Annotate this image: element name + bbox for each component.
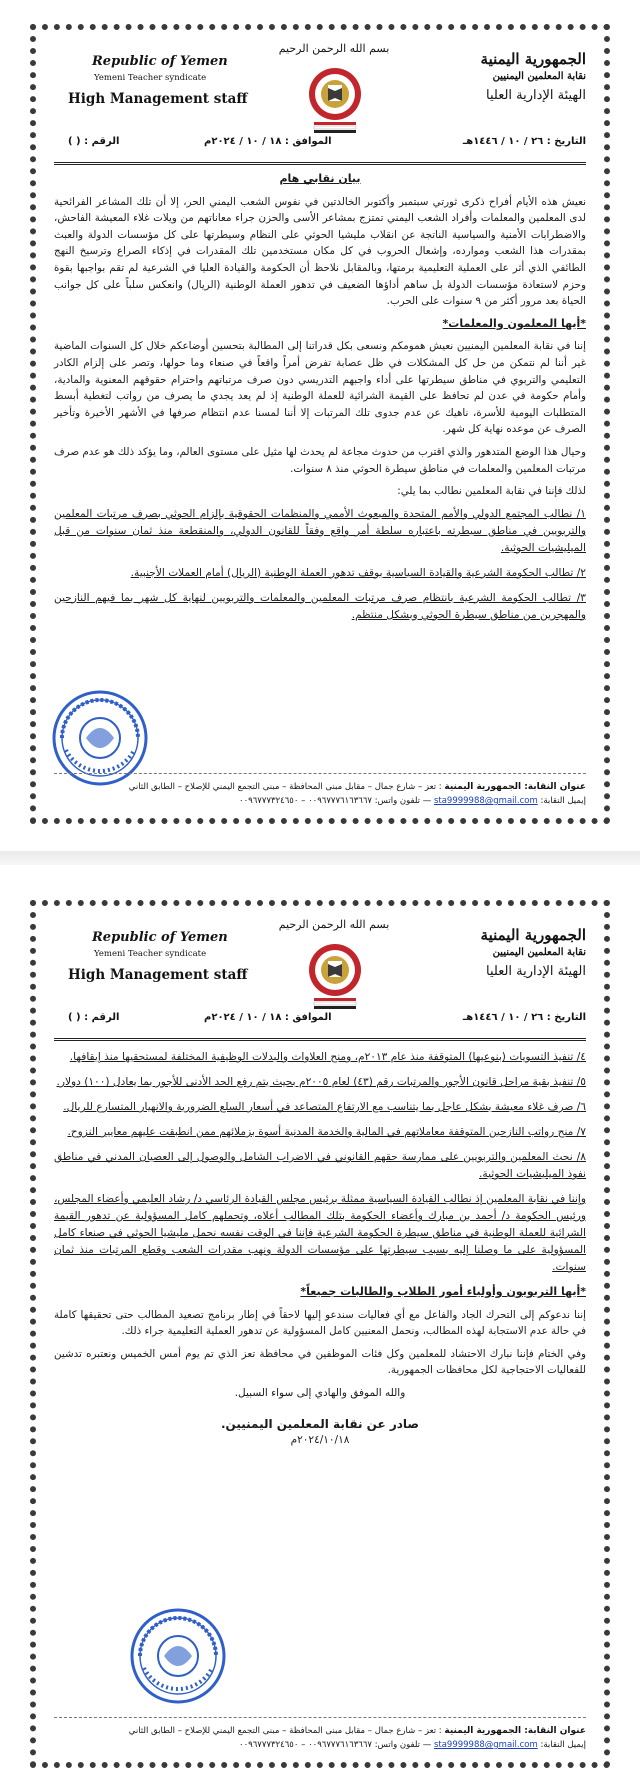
header-union-ar: نقابة المعلمين اليمنيين: [492, 947, 586, 958]
english-header: [68, 54, 268, 107]
arabic-header: [411, 50, 586, 103]
header-board-en: High Management staff: [68, 91, 248, 107]
footer-phone-label: تلفون واتس:: [374, 796, 421, 806]
blessing-line: والله الموفق والهادي إلى سواء السبيل.: [234, 1386, 406, 1399]
header-country-en: Republic of Yemen: [92, 930, 228, 945]
demand-item: ٧/ منح رواتب النازحين المتوقفة معاملاتهم في المالية والخدمة المدنية أسوة بزملائهم ممن انطبقت عليهم معايير النزوح.: [67, 1126, 586, 1138]
letterhead: [54, 42, 586, 148]
date-gregorian: الموافق : ١٨ / ١٠ / ٢٠٢٤م: [204, 136, 332, 147]
header-country-en: Republic of Yemen: [92, 54, 228, 69]
header-country-ar: الجمهورية اليمنية: [480, 50, 586, 68]
issued-date: ٢٠٢٤/١٠/١٨م: [290, 1434, 350, 1447]
demand-item: ٢/ تطالب الحكومة الشرعية والقيادة السياسية بوقف تدهور العملة الوطنية (الريال) أمام العملات الأجنبية.: [130, 566, 586, 579]
demands-intro: لذلك فإننا في نقابة المعلمين نطالب بما يلي:: [397, 485, 586, 498]
statement-title: بيان نقابي هام: [279, 172, 361, 185]
footer-address: تعز – شارع جمال – مقابل مبنى المحافظة – مبنى التجمع اليمني للإصلاح – الطابق الثاني: [128, 1726, 437, 1736]
footer-email-label: إيميل النقابة:: [540, 796, 586, 806]
date-hijri: التاريخ : ٢٦ / ١٠ / ١٤٤٦هـ: [462, 1012, 586, 1023]
header-rule: [54, 162, 586, 165]
header-board-ar: الهيئة الإدارية العليا: [486, 88, 586, 103]
footer-email-link[interactable]: sta9999988@gmail.com: [433, 796, 538, 806]
letter-page-2: [30, 900, 610, 1768]
signature-block: [54, 1385, 586, 1449]
footer-contact-row: إيميل النقابة: sta9999988@gmail.com — تلفون واتس: ٠٠٩٦٧٧٧٦١٦٣٦٦٧ – ٠٠٩٦٧٧٧٣٢٤٦٥٠: [239, 1740, 586, 1750]
footer-address: تعز – شارع جمال – مقابل مبنى المحافظة – مبنى التجمع اليمني للإصلاح – الطابق الثاني: [128, 782, 437, 792]
demand-item: ٤/ تنفيذ التسويات (بنوعيها) المتوقفة منذ عام ٢٠١٣م، ومنح العلاوات والبدلات الوظيفية المختلفة لمستحقيها منذ إيقافها.: [69, 1051, 586, 1063]
parents-paragraph: إننا ندعوكم إلى التحرك الجاد والفاعل مع أي فعاليات سندعو إليها لاحقاً في إطار برنامج تصعيد المطالب حتى تحقيقها كاملة في حالة عدم الاستجابة لهذه المطالب، ونحمل المعنيين كامل المسؤولية عن تدهور العملية التعليمية جراء ذلك.: [54, 1308, 586, 1338]
union-logo: [306, 934, 364, 1010]
teachers-paragraph: إننا في نقابة المعلمين اليمنيين نعيش همومكم ونسعى بكل قدراتنا إلى المطالبة بتحسين أوضاعكم خلال كل السنوات الماضية غير أننا لم نتمكن من حل كل المشكلات في ظل عصابة تفرض أمراً واقعاً في صنعاء وما حولها، وتصر على إلزام الكادر التعليمي والتربوي في مناطق سيطرتها على أداء واجبهم التدريسي دون صرف مرتباتهم واحترام حقوقهم المعنوية والمادية، وأمام حكومة في عدن لم تحافظ على القيمة الشرائية للعملة الوطنية إذ لم يعد يجدي ما يصرف من رواتب لتغطية أبسط المتطلبات اليومية للأسرة، ناهيك عن عدم جدوى تلك المرتبات إلا أننا لمسنا عدم انتظام صرفها في الأشهر الأخيرة وتأخير الصرف عن موعده نهاية كل شهر.: [54, 340, 586, 436]
date-hijri: التاريخ : ٢٦ / ١٠ / ١٤٤٦هـ: [462, 136, 586, 147]
header-rule: [54, 1038, 586, 1041]
official-stamp: [128, 1606, 228, 1706]
header-union-ar: نقابة المعلمين اليمنيين: [492, 71, 586, 82]
letter-footer-1: [54, 773, 586, 808]
footer-address-label: عنوان النقابة: الجمهورية اليمنية: [444, 1726, 586, 1736]
header-board-ar: الهيئة الإدارية العليا: [486, 964, 586, 979]
reference-row: [54, 1012, 586, 1028]
letter-footer-2: [54, 1717, 586, 1752]
demand-item: ٦/ صرف غلاء معيشة بشكل عاجل بما يتناسب مع الارتفاع المتصاعد في أسعار السلع الضرورية والانهيار المتسارع للريال.: [63, 1101, 586, 1113]
teachers-heading: *أيها المعلمون والمعلمات*: [442, 316, 586, 330]
parents-heading: *أيها التربويون وأولياء أمور الطلاب والطالبات جميعاً*: [300, 1285, 586, 1298]
header-union-en: Yemeni Teacher syndicate: [94, 73, 207, 83]
demand-item: ١/ نطالب المجتمع الدولي والأمم المتحدة والمبعوث الأممي والمنظمات الحقوقية بإلزام الحوثي بصرف مرتبات المعلمين والتربويين في مناطق سيطرته باعتباره سلطة أمر واقع وفقاً للقانون الدولي، والمنقطعة منذ ثمان سنوات من قبل الميليشيات الحوثية.: [54, 507, 586, 554]
basmala: بسم الله الرحمن الرحيم: [278, 42, 390, 55]
basmala: بسم الله الرحمن الرحيم: [278, 918, 390, 931]
footer-address-label: عنوان النقابة: الجمهورية اليمنية: [444, 782, 586, 792]
statement-body-1: [54, 171, 586, 624]
situation-paragraph: وحيال هذا الوضع المتدهور والذي اقترب من حدوث مجاعة لم يحدث لها مثيل على مستوى العالم، وما يؤكد ذلك هو عدم صرف مرتبات المعلمين والمعلمات في مناطق سيطرة الحوثي منذ ٨ سنوات.: [54, 445, 586, 475]
footer-email-label: إيميل النقابة:: [540, 1740, 586, 1750]
intro-paragraph: نعيش هذه الأيام أفراح ذكرى ثورتي سبتمبر وأكتوبر الخالدتين في نفوس الشعب اليمني الحر، إلا أن تلك المشاعر الفرائحية لدى المعلمين والمعلمات وأفراد الشعب اليمني تمتزج بمشاعر الأسى والحزن جراء معاناتهم من ويلات غلاء المعيشة الفاحش، والاضطرابات الأمنية والسياسية الناتجة عن انقلاب مليشيا الحوثي على النظام وسيطرتها على كل مؤسسات الدولة والعبث بمقدرات هذا الشعب وموارده، وإشعال الحروب في كل مكان مستخدمين تلك المقدرات في إذكاء الصراع وترسيخ النهج الطائفي الذي أثر على العملية التعليمية برمتها، وبالمقابل نلاحظ أن الحكومة والقيادة العليا في الشرعية لم تقم بواجبها بقوة وحزم لاستعادة مؤسسات الدولة بل ساهم أداؤها الضعيف في تدهور العملة الوطنية (الريال) وانعكس سلباً على كل جوانب الحياة بعد مرور أكثر من ٩ سنوات على الحرب.: [54, 195, 586, 308]
footer-contact-row: إيميل النقابة: sta9999988@gmail.com — تلفون واتس: ٠٠٩٦٧٧٧٦١٦٣٦٦٧ – ٠٠٩٦٧٧٧٣٢٤٦٥٠: [239, 796, 586, 806]
demand-item: ٥/ تنفيذ بقية مراحل قانون الأجور والمرتبات رقم (٤٣) لعام ٢٠٠٥م بحيث يتم رفع الحد الأدنى للأجور بما يعادل (١٠٠) دولار.: [56, 1076, 586, 1088]
demand-item: ٨/ نحث المعلمين والتربويين على ممارسة حقهم القانوني في الاضراب الشامل والوصول إلى العصيان المدني في مناطق نفوذ الميليشيات الحوثية.: [54, 1151, 586, 1180]
footer-phones: ٠٠٩٦٧٧٧٦١٦٣٦٦٧ – ٠٠٩٦٧٧٧٣٢٤٦٥٠: [239, 1740, 372, 1750]
leadership-paragraph: وإننا في نقابة المعلمين إذ نطالب القيادة السياسية ممثلة برئيس مجلس القيادة الرئاسي د/ رشاد العليمي وأعضاء المجلس، ورئيس الحكومة د/ أحمد بن مبارك وأعضاء الحكومة بتلك المطالب أعلاه، وتحملهم كامل المسؤولية عن تدهور القيمة الشرائية للعملة الوطنية في مناطق سيطرة الحكومة الشرعية فإننا في الوقت نفسه نحمل مليشيا الحوثي في صنعاء كامل المسؤولية على ما وصلنا إليه بسبب سيطرتها على مؤسسات الدولة ونهب مقدرات الشعب وقطع المرتبات منذ ثمان سنوات.: [54, 1193, 586, 1273]
letterhead: [54, 918, 586, 1024]
date-gregorian: الموافق : ١٨ / ١٠ / ٢٠٢٤م: [204, 1012, 332, 1023]
header-board-en: High Management staff: [68, 967, 248, 983]
footer-phones: ٠٠٩٦٧٧٧٦١٦٣٦٦٧ – ٠٠٩٦٧٧٧٣٢٤٦٥٠: [239, 796, 372, 806]
footer-phone-label: تلفون واتس:: [374, 1740, 421, 1750]
reference-row: [54, 136, 586, 152]
statement-body-2: [54, 1049, 586, 1449]
footer-address-row: عنوان النقابة: الجمهورية اليمنية : تعز – شارع جمال – مقابل مبنى المحافظة – مبنى التجمع اليمني للإصلاح – الطابق الثاني: [54, 773, 586, 794]
letter-page-1: [30, 24, 610, 824]
page-separator: [0, 851, 640, 865]
reference-number: الرقم : ( ): [68, 1012, 120, 1023]
footer-email-link[interactable]: sta9999988@gmail.com: [433, 1740, 538, 1750]
footer-address-row: عنوان النقابة: الجمهورية اليمنية : تعز – شارع جمال – مقابل مبنى المحافظة – مبنى التجمع اليمني للإصلاح – الطابق الثاني: [54, 1717, 586, 1738]
union-logo: [306, 58, 364, 134]
reference-number: الرقم : ( ): [68, 136, 120, 147]
arabic-header: [411, 926, 586, 979]
closing-paragraph: وفي الختام فإننا نبارك الاحتشاد للمعلمين وكل فئات الموظفين في محافظة تعز الذي تم يوم أمس الخميس ونعتبره تدشين للفعاليات الاحتجاجية لكل محافظات الجمهورية.: [54, 1347, 586, 1377]
header-country-ar: الجمهورية اليمنية: [480, 926, 586, 944]
english-header: [68, 930, 268, 983]
demand-item: ٣/ تطالب الحكومة الشرعية بانتظام صرف مرتبات المعلمين والمعلمات والتربويين لنهاية كل شهر بما فيهم النازحين والمهجرين من مناطق سيطرة الحوثي وبشكل منتظم.: [54, 591, 586, 621]
header-union-en: Yemeni Teacher syndicate: [94, 949, 207, 959]
issued-by: صادر عن نقابة المعلمين اليمنيين.: [221, 1416, 419, 1431]
